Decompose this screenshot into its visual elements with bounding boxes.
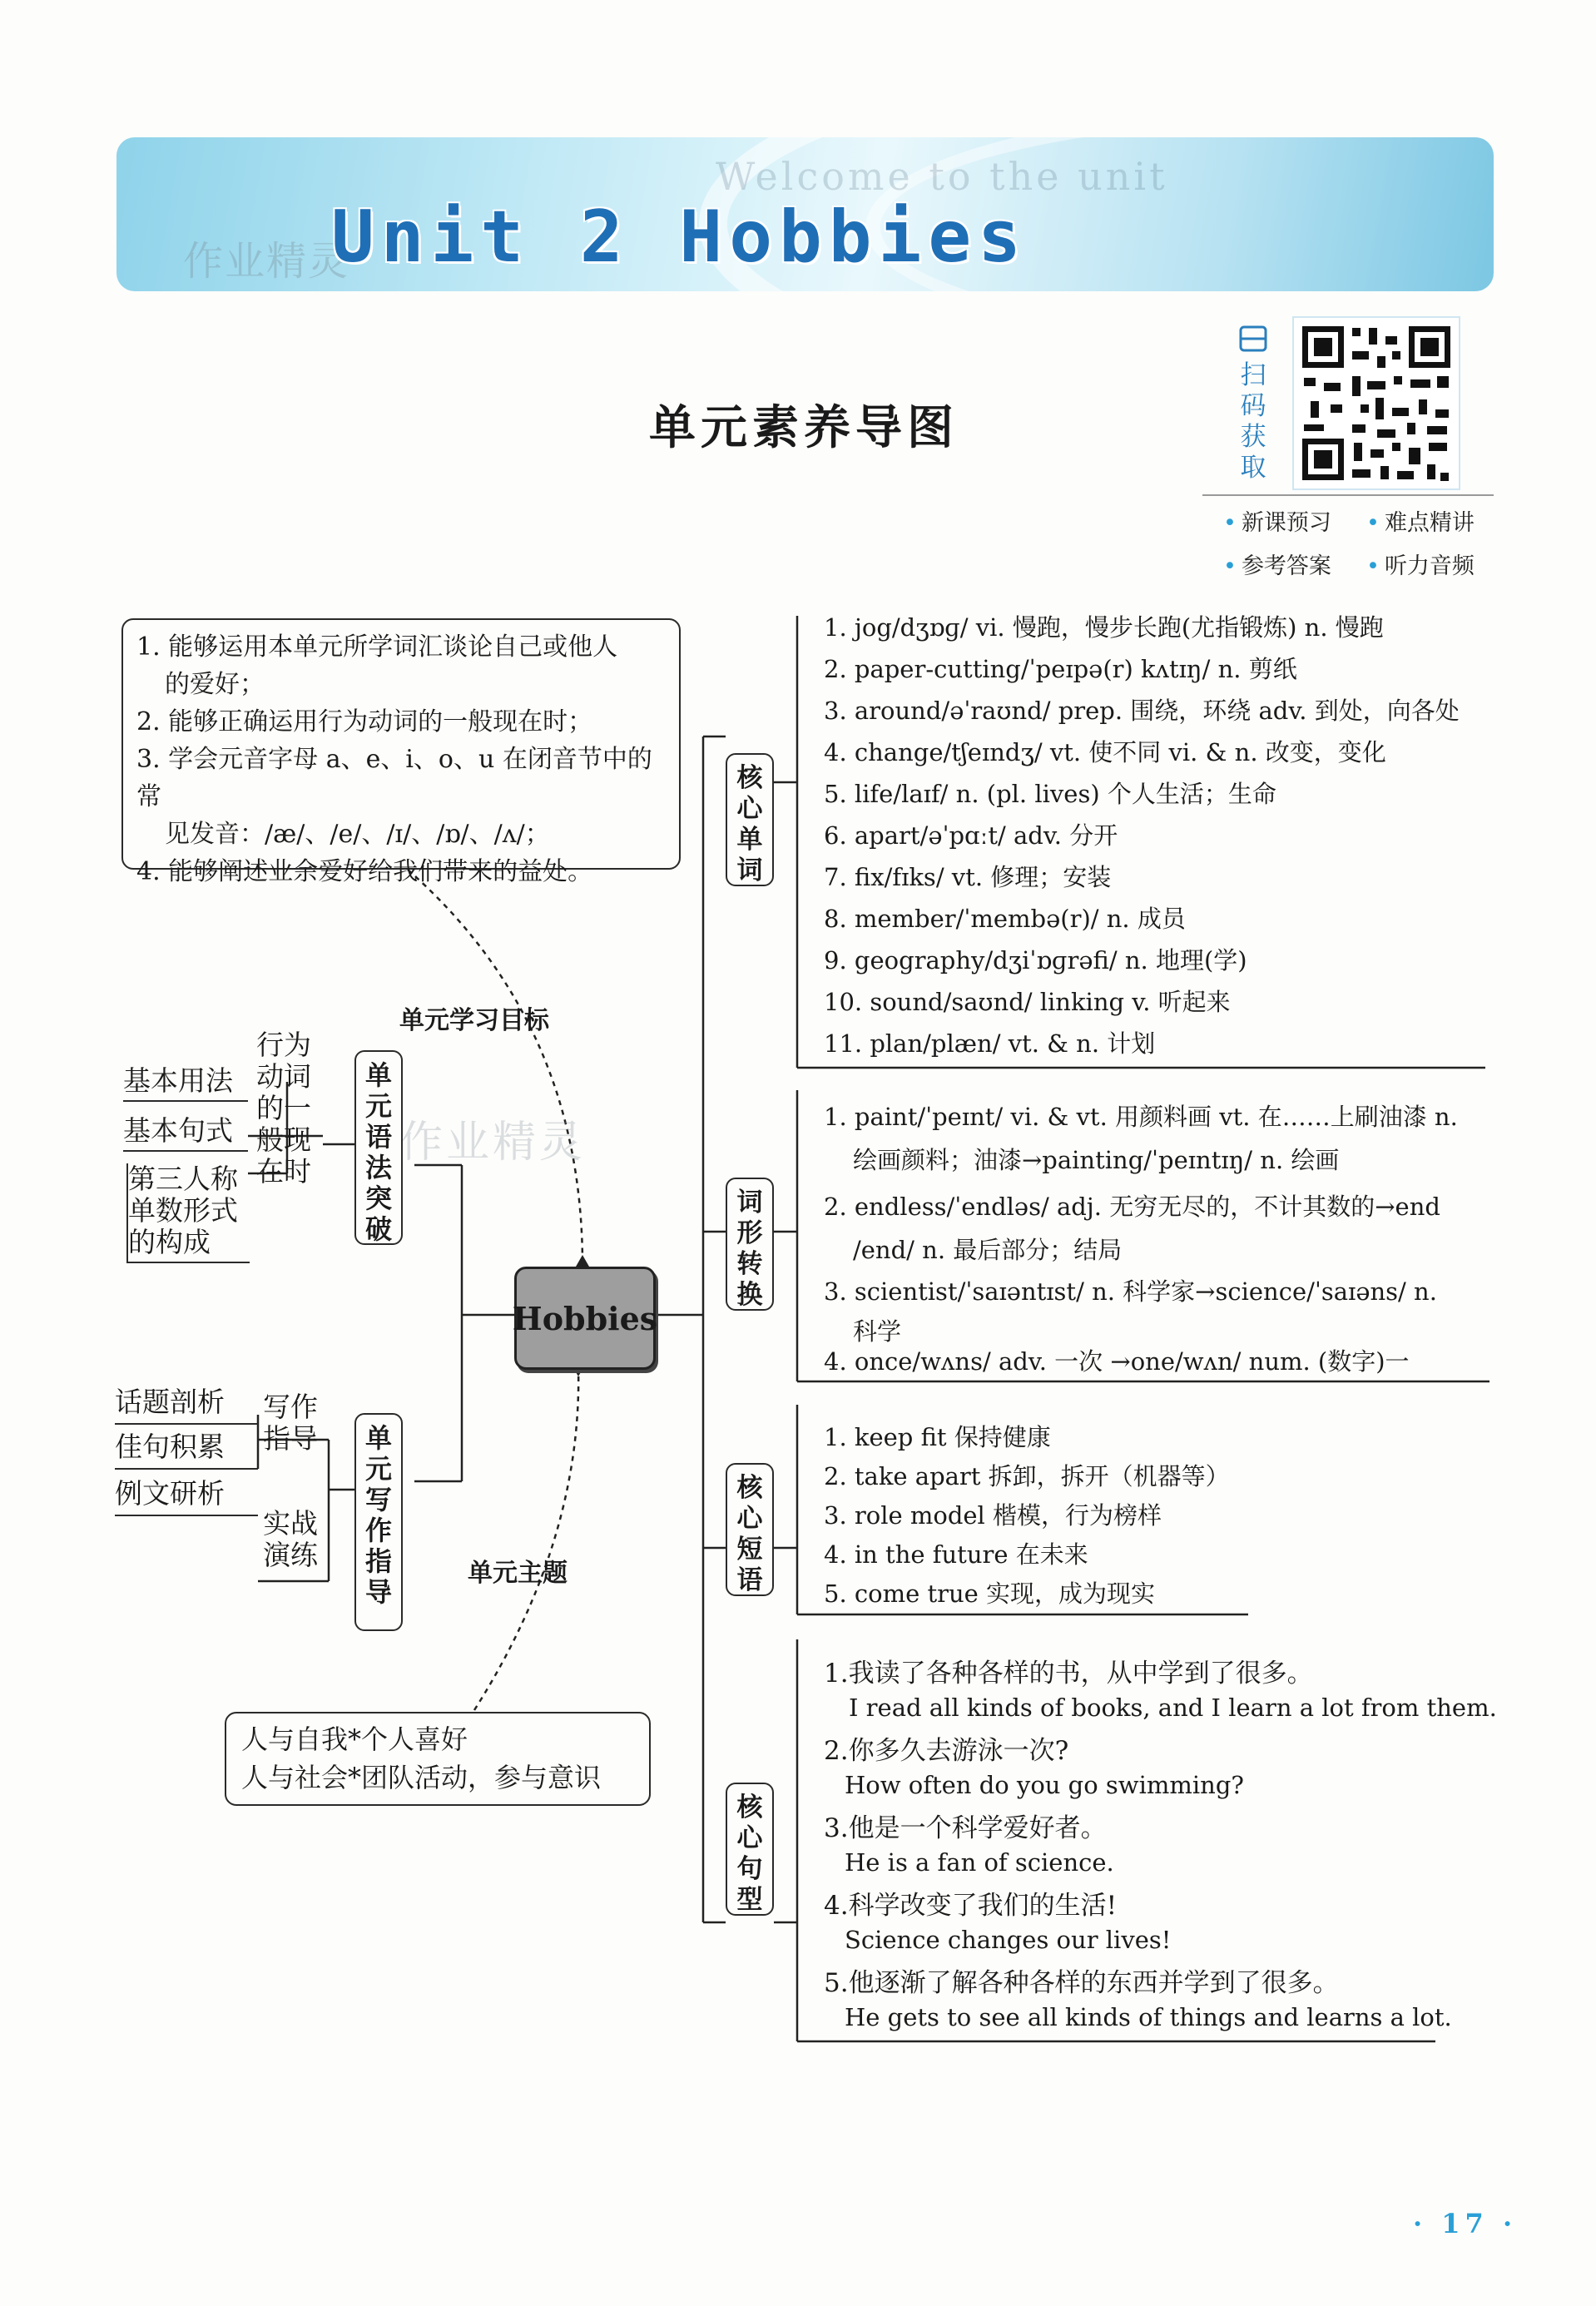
grammar-item: 基本句式 (123, 1115, 248, 1152)
writing-practice-line: 实战 (263, 1507, 318, 1540)
center-node: Hobbies (514, 1267, 656, 1370)
writing-guide (263, 1391, 318, 1455)
core-word: 5. life/laɪf/ n. (pl. lives) 个人生活；生命 (824, 780, 1276, 808)
resource-label: 难点精讲 (1384, 510, 1475, 536)
resource-audio[interactable]: • 听力音频 (1366, 553, 1475, 579)
resource-preview[interactable]: • 新课预习 (1223, 510, 1331, 536)
grammar-topic-line: 在时 (256, 1155, 311, 1188)
word-form-line: 3. scientist/ˈsaɪəntɪst/ n. 科学家→science/ˈsaɪəns/ n. (824, 1277, 1437, 1306)
grammar-topic-line: 动词 (256, 1060, 311, 1093)
goal-line: 4. 能够阐述业余爱好给我们带来的益处。 (136, 857, 593, 886)
theme-line: 人与社会*团队活动，参与意识 (241, 1762, 602, 1793)
grammar-item: 单数形式 (128, 1194, 238, 1227)
core-phrases-box: 核心短语 (726, 1463, 774, 1596)
banner-ghost-text: Welcome to the unit (716, 154, 1168, 199)
writing-box: 单元写作指导 (354, 1413, 403, 1631)
watermark: 作业精灵 (399, 1118, 587, 1168)
sentence-en: I read all kinds of books, and I learn a lot from them. (849, 1694, 1497, 1722)
unit-title: Unit 2 Hobbies (331, 196, 1028, 279)
word-form-line: /end/ n. 最后部分；结局 (853, 1236, 1123, 1264)
page-title: 单元素养导图 (649, 400, 959, 455)
writing-item: 佳句积累 (115, 1431, 258, 1470)
sentence-en: How often do you go swimming? (845, 1771, 1244, 1799)
sentence-cn: 1.我读了各种各样的书，从中学到了很多。 (824, 1659, 1313, 1689)
grammar-topic-line: 行为 (256, 1029, 311, 1061)
core-word: 4. change/tʃeɪndʒ/ vt. 使不同 vi. & n. 改变，变化 (824, 738, 1386, 766)
core-word: 6. apart/əˈpɑːt/ adv. 分开 (824, 821, 1118, 850)
goal-line: 1. 能够运用本单元所学词汇谈论自己或他人 (136, 632, 618, 662)
word-form-line: 4. once/wʌns/ adv. 一次 →one/wʌn/ num. (数字)一 (824, 1347, 1410, 1376)
grammar-item: 的构成 (128, 1226, 211, 1258)
resource-difficult[interactable]: • 难点精讲 (1366, 510, 1475, 536)
writing-guide-line: 写作 (263, 1391, 318, 1423)
goal-line: 3. 学会元音字母 a、e、i、o、u 在闭音节中的常 (136, 745, 652, 811)
core-words-box: 核心单词 (726, 753, 774, 886)
core-word: 8. member/ˈmembə(r)/ n. 成员 (824, 905, 1186, 933)
sentence-cn: 3.他是一个科学爱好者。 (824, 1813, 1107, 1843)
themes-box (225, 1712, 651, 1806)
sentence-cn: 5.他逐渐了解各种各样的东西并学到了很多。 (824, 1968, 1339, 1998)
grammar-topic-line: 的一 (256, 1092, 311, 1124)
phrase: 5. come true 实现，成为现实 (824, 1579, 1156, 1608)
word-form-line: 绘画颜料；油漆→painting/ˈpeɪntɪŋ/ n. 绘画 (853, 1146, 1340, 1174)
goal-line: 2. 能够正确运用行为动词的一般现在时； (136, 707, 593, 736)
writing-item: 话题剖析 (115, 1386, 258, 1425)
theme-line: 人与自我*个人喜好 (241, 1723, 468, 1755)
core-sentences-box: 核心句型 (726, 1783, 774, 1916)
sentence-en: He gets to see all kinds of things and learns a lot. (845, 2003, 1452, 2031)
grammar-topic (256, 1029, 315, 1188)
phrase: 3. role model 楷模，行为榜样 (824, 1501, 1162, 1530)
core-word: 7. fix/fɪks/ vt. 修理；安装 (824, 863, 1112, 891)
core-word: 1. jog/dʒɒɡ/ vi. 慢跑，慢步长跑(尤指锻炼) n. 慢跑 (824, 613, 1384, 642)
sentence-cn: 2.你多久去游泳一次? (824, 1736, 1069, 1766)
writing-practice (263, 1508, 318, 1571)
core-word: 11. plan/plæn/ vt. & n. 计划 (824, 1029, 1156, 1058)
sentence-en: He is a fan of science. (845, 1848, 1114, 1877)
goal-line: 的爱好； (165, 670, 265, 699)
core-word: 3. around/əˈraʊnd/ prep. 围绕，环绕 adv. 到处，向各处 (824, 697, 1460, 725)
theme-label: 单元主题 (468, 1559, 568, 1588)
phrase: 4. in the future 在未来 (824, 1540, 1088, 1569)
word-form-line: 科学 (853, 1317, 902, 1346)
goals-label: 单元学习目标 (399, 1006, 549, 1035)
grammar-item: 基本用法 (123, 1065, 248, 1102)
core-word: 10. sound/saʊnd/ linking v. 听起来 (824, 988, 1231, 1016)
grammar-item: 第三人称 (128, 1163, 238, 1195)
grammar-item-group (126, 1163, 250, 1263)
word-form-line: 2. endless/ˈendləs/ adj. 无穷无尽的，不计其数的→end (824, 1193, 1440, 1221)
learning-goals-box (121, 618, 681, 886)
goal-line: 见发音：/æ/、/e/、/ɪ/、/ɒ/、/ʌ/； (165, 820, 550, 849)
resource-label: 听力音频 (1384, 553, 1475, 579)
writing-guide-line: 指导 (263, 1422, 318, 1455)
scan-text: 扫码获取 (1240, 360, 1266, 483)
core-word: 9. geography/dʒiˈɒɡrəfi/ n. 地理(学) (824, 946, 1247, 974)
sentence-en: Science changes our lives! (845, 1926, 1172, 1954)
phrase: 1. keep fit 保持健康 (824, 1423, 1051, 1451)
resource-label: 参考答案 (1241, 553, 1331, 579)
phrase: 2. take apart 拆卸，拆开（机器等） (824, 1462, 1230, 1490)
grammar-box: 单元语法突破 (354, 1050, 403, 1245)
word-forms-box: 词形转换 (726, 1178, 774, 1311)
grammar-topic-line: 般现 (256, 1123, 311, 1156)
writing-item: 例文研析 (115, 1478, 258, 1516)
watermark: 作业精灵 (183, 238, 350, 285)
core-word: 2. paper-cutting/ˈpeɪpə(r) kʌtɪŋ/ n. 剪纸 (824, 655, 1297, 683)
resource-label: 新课预习 (1241, 510, 1331, 536)
writing-practice-line: 演练 (263, 1539, 318, 1571)
resource-answers[interactable]: • 参考答案 (1223, 553, 1331, 579)
sentence-cn: 4.科学改变了我们的生活! (824, 1891, 1118, 1921)
page-number: · 17 · (1413, 2208, 1518, 2239)
word-form-line: 1. paint/ˈpeɪnt/ vi. & vt. 用颜料画 vt. 在……上刷油漆 n. (824, 1103, 1458, 1131)
